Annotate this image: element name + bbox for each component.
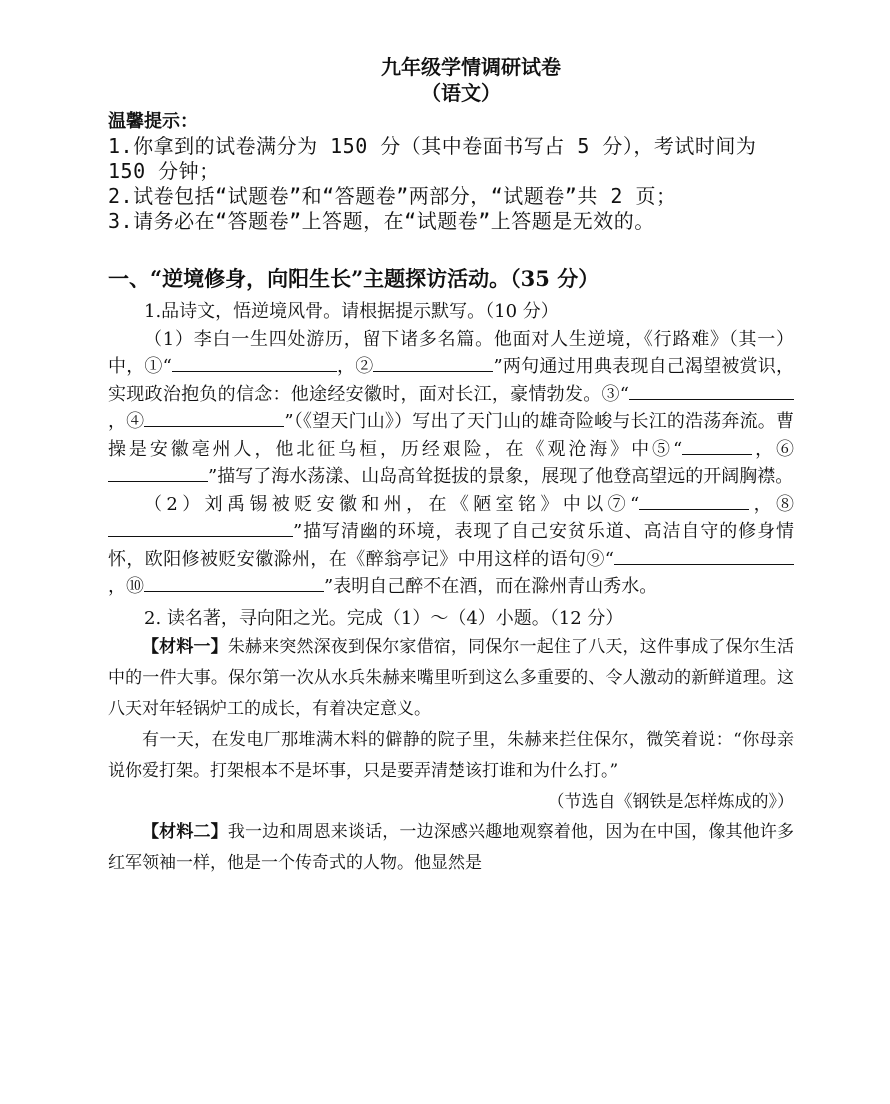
answer-blank-9[interactable]: [614, 548, 794, 565]
material-1-source: （节选自《钢铁是怎样炼成的》）: [547, 792, 794, 812]
tips-heading: 温馨提示：: [108, 111, 198, 132]
q1p2-text-b: ，⑧: [749, 493, 794, 515]
page-title: 九年级学情调研试卷: [381, 55, 561, 79]
answer-blank-10[interactable]: [144, 575, 324, 592]
section-1-heading: 一、“逆境修身，向阳生长”主题探访活动。（35 分）: [108, 266, 600, 291]
material-2-label: 【材料二】: [142, 822, 228, 842]
tip-item-3: 3.请务必在“答题卷”上答题，在“试题卷”上答题是无效的。: [108, 209, 655, 233]
q1p1-text-e: ”（《望天门山》）写出了天门山的雄奇险峻与长江的浩荡奔流。曹操是安徽亳州人，他北征乌桓，历经艰险，在《观沧海》中⑤“: [108, 411, 794, 460]
question-1-stem: 1.品诗文，悟逆境风骨。请根据提示默写。（10 分）: [144, 301, 559, 322]
question-2-stem: 2. 读名著，寻向阳之光。完成（1）～（4）小题。（12 分）: [144, 607, 624, 629]
material-1-text: 朱赫来突然深夜到保尔家借宿，同保尔一起住了八天，这件事成了保尔生活中的一件大事。保尔第一次从水兵朱赫来嘴里听到这么多重要的、令人激动的新鲜道理。这八天对年轻锅炉工的成长，有着决定意义。: [108, 637, 795, 719]
q1p2-text-a: （2）刘禹锡被贬安徽和州，在《陋室铭》中以⑦“: [144, 493, 640, 515]
q1p1-text-g: ”描写了海水荡漾、山岛高耸挺拔的景象，展现了他登高望远的开阔胸襟。: [208, 466, 794, 487]
answer-blank-2[interactable]: [373, 355, 493, 372]
material-2-text: 我一边和周恩来谈话，一边深感兴趣地观察着他，因为在中国，像其他许多红军领袖一样，他是一个传奇式的人物。他显然是: [108, 822, 795, 873]
q1p1-text-a: （1）李白一生四处游历，留下诸多名篇。他面对人生逆境，《行路难》（其一）中，①“: [108, 328, 794, 377]
page-subtitle: （语文）: [421, 81, 501, 105]
material-1: [108, 632, 794, 725]
question-1-part-1: [108, 326, 794, 491]
tip-item-2: 2.试卷包括“试题卷”和“答题卷”两部分，“试题卷”共 2 页；: [108, 184, 677, 208]
question-1-part-2: [108, 491, 794, 601]
answer-blank-1[interactable]: [172, 355, 337, 372]
q1p2-text-c: ”描写清幽的环境，表现了自己安贫乐道、高洁自守的修身情怀，欧阳修被贬安徽滁州，在《醉翁亭记》中用这样的语句⑨“: [108, 521, 794, 570]
q1p1-text-c: ”两句通过用典表现自己渴望被赏识，实现政治抱负的信念：他途经安徽时，面对长江，豪情勃发。③“: [108, 356, 795, 405]
tip-item-1: 1.你拿到的试卷满分为 150 分（其中卷面书写占 5 分），考试时间为 150 分钟；: [108, 134, 757, 183]
q1p1-text-f: ，⑥: [752, 438, 795, 460]
answer-blank-6[interactable]: [108, 465, 208, 482]
q1p2-text-e: ”表明自己醉不在酒，而在滁州青山秀水。: [324, 576, 658, 597]
answer-blank-5[interactable]: [682, 438, 752, 455]
material-2: [108, 817, 794, 879]
q1p1-text-d: ，④: [108, 411, 145, 432]
answer-blank-4[interactable]: [144, 410, 284, 427]
q1p1-text-b: ，②: [336, 356, 374, 377]
answer-blank-8[interactable]: [108, 520, 293, 537]
q1p2-text-d: ，⑩: [108, 576, 144, 597]
answer-blank-7[interactable]: [639, 493, 749, 510]
material-1-label: 【材料一】: [142, 637, 228, 657]
material-1-paragraph-2: 有一天，在发电厂那堆满木料的僻静的院子里，朱赫来拦住保尔，微笑着说：“你母亲说你爱打架。打架根本不是坏事，只是要弄清楚该打谁和为什么打。”: [108, 730, 794, 781]
answer-blank-3[interactable]: [629, 383, 794, 400]
